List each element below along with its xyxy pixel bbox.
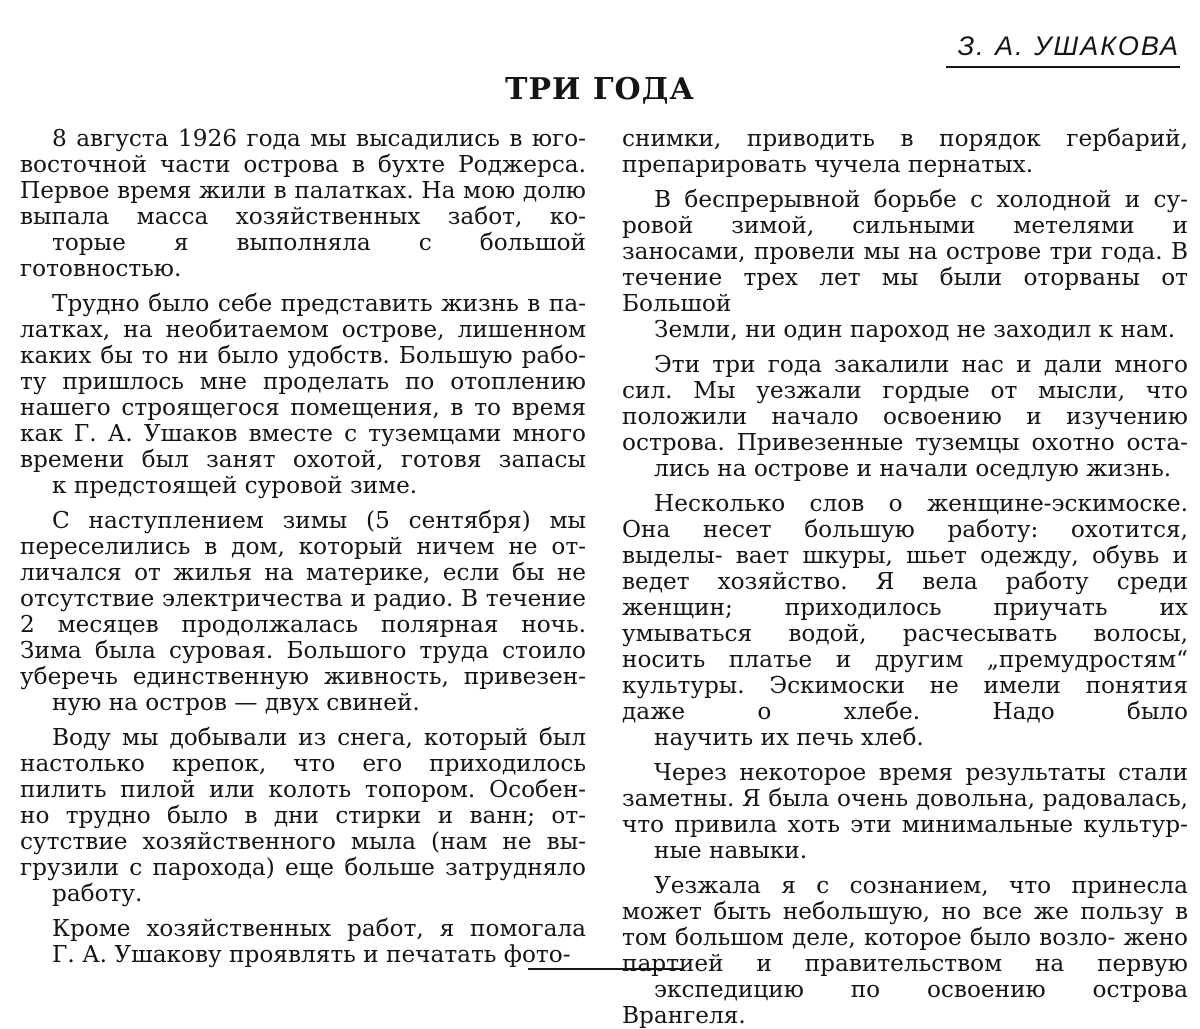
paragraph-text: Воду мы добывали из снега, который был настолько крепок, что его приходилось пилить пилой или колоть топором. Особен- но трудно было в дни стирки и ванн; от- сутствие хозяйственного мыла (нам не вы- грузили с парохода) еще больше затрудняло [20, 724, 586, 881]
paragraph [622, 873, 1188, 1029]
paragraph-last-line: Г. А. Ушакову проявлять и печатать фото- [52, 941, 571, 968]
paragraph [20, 508, 586, 716]
end-rule [528, 968, 682, 970]
paragraph-text: Эти три года закалили нас и дали много сил. Мы уезжали гордые от мысли, что положили начало освоению и изучению острова. Привезенные туземцы охотно оста- [622, 351, 1188, 456]
paragraph [20, 291, 586, 499]
paragraph-text: С наступлением зимы (5 сентября) мы переселились в дом, который ничем не от- личался от жилья на материке, если бы не отсутствие электричества и радио. В течение 2 месяцев продолжалась полярная ночь. Зима была суровая. Большого труда стоило уберечь единственную живность, привезен- [20, 507, 586, 690]
right-column [622, 126, 1188, 1029]
paragraph-last-line: ные навыки. [654, 837, 808, 864]
paragraph-text: Уезжала я с сознанием, что принесла может быть небольшую, но все же пользу в том большом деле, которое было возло- жено партией и правительством на первую [622, 872, 1188, 977]
author-name: З. А. УШАКОВА [946, 26, 1180, 68]
paragraph-last-line: экспедицию по освоению острова Врангеля. [622, 976, 1188, 1029]
paragraph-last-line: Земли, ни один пароход не заходил к нам. [654, 316, 1176, 343]
paragraph [20, 126, 586, 282]
left-column [20, 126, 586, 968]
paragraph-last-line: научить их печь хлеб. [654, 724, 924, 751]
paragraph-last-line: торые я выполняла с большой готовностью. [20, 229, 586, 282]
paragraph-text: 8 августа 1926 года мы высадились в юго- восточной части острова в бухте Роджерса. Первое время жили в палатках. На мою долю выпала масса хозяйственных забот, ко- [20, 125, 586, 230]
paragraph [622, 187, 1188, 343]
paragraph [622, 126, 1188, 178]
article-title: ТРИ ГОДА [505, 72, 695, 107]
paragraph [20, 725, 586, 907]
paragraph-text: Через некоторое время результаты стали заметны. Я была очень довольна, радовалась, что привила хоть эти минимальные культур- [622, 759, 1188, 838]
paragraph-last-line: ную на остров — двух свиней. [52, 689, 420, 716]
paragraph-text: В беспрерывной борьбе с холодной и су- ровой зимой, сильными метелями и заносами, провели мы на острове три года. В течение трех лет мы были оторваны от Большой [622, 186, 1188, 317]
paragraph [622, 491, 1188, 751]
paragraph-text: Кроме хозяйственных работ, я помогала [52, 915, 586, 942]
paragraph [622, 352, 1188, 482]
paragraph [622, 760, 1188, 864]
paragraph-text: снимки, приводить в порядок гербарий, [622, 125, 1188, 152]
paragraph-text: Несколько слов о женщине-эскимоске. Она несет большую работу: охотится, выделы- вает шкуры, шьет одежду, обувь и ведет хозяйство. Я вела работу среди женщин; приходилось приучать их умываться водой, расчесывать волосы, носить платье и другим „премудростям“ культуры. Эскимоски не имели понятия даже о хлебе. Надо было [622, 490, 1188, 725]
paragraph-last-line: препарировать чучела пернатых. [622, 151, 1034, 178]
paragraph-last-line: работу. [52, 880, 143, 907]
paragraph [20, 916, 586, 968]
paragraph-last-line: к предстоящей суровой зиме. [52, 472, 418, 499]
paragraph-text: Трудно было себе представить жизнь в па- латках, на необитаемом острове, лишенном каких бы то ни было удобств. Большую рабо- ту пришлось мне проделать по отоплению нашего строящегося помещения, в то время как Г. А. Ушаков вместе с туземцами много времени был занят охотой, готовя запасы [20, 290, 586, 473]
paragraph-last-line: лись на острове и начали оседлую жизнь. [654, 455, 1172, 482]
